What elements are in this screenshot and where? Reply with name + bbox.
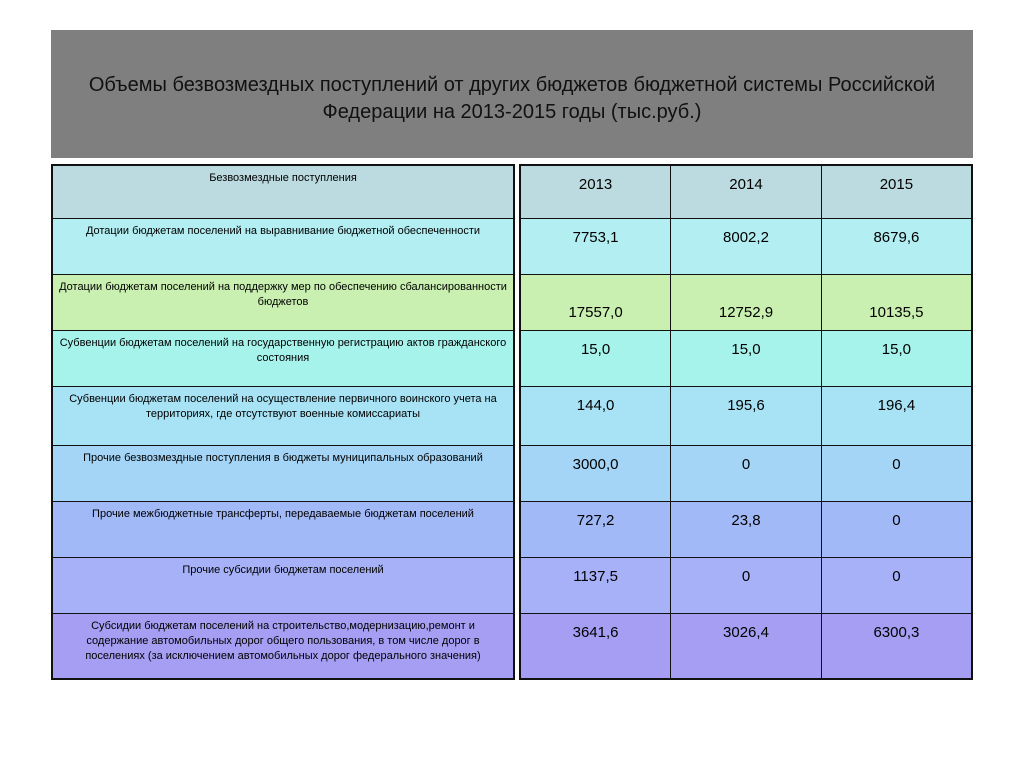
values-table: [519, 164, 973, 680]
value-cell: 3000,0: [520, 445, 671, 501]
value-cell: 1137,5: [520, 557, 671, 613]
title-bar: [51, 30, 973, 158]
year-header-2015: 2015: [821, 165, 972, 218]
value-cell: 196,4: [821, 386, 972, 445]
table-row: [520, 557, 972, 613]
table-row: [52, 445, 514, 501]
year-header-2014: 2014: [671, 165, 822, 218]
row-label: Прочие безвозмездные поступления в бюджеты муниципальных образований: [52, 445, 514, 501]
table-row: [520, 613, 972, 679]
value-cell: 3026,4: [671, 613, 822, 679]
value-cell: 17557,0: [520, 274, 671, 330]
value-cell: 3641,6: [520, 613, 671, 679]
page-title: Объемы безвозмездных поступлений от других бюджетов бюджетной системы Российской Федерации на 2013-2015 годы (тыс.руб.): [88, 74, 936, 123]
left-header-cell: Безвозмездные поступления: [52, 165, 514, 218]
table-row: [520, 501, 972, 557]
table-row: [52, 218, 514, 274]
value-cell: 12752,9: [671, 274, 822, 330]
table-row: [52, 557, 514, 613]
value-cell: 8002,2: [671, 218, 822, 274]
table-row: [520, 330, 972, 386]
table-row: [52, 386, 514, 445]
value-cell: 0: [821, 501, 972, 557]
row-label: Прочие межбюджетные трансферты, передаваемые бюджетам поселений: [52, 501, 514, 557]
table-row: [52, 501, 514, 557]
table-row: [520, 386, 972, 445]
value-cell: 195,6: [671, 386, 822, 445]
value-cell: 15,0: [671, 330, 822, 386]
value-cell: 727,2: [520, 501, 671, 557]
year-header-2013: 2013: [520, 165, 671, 218]
value-cell: 6300,3: [821, 613, 972, 679]
row-label: Дотации бюджетам поселений на выравнивание бюджетной обеспеченности: [52, 218, 514, 274]
table-row: [520, 445, 972, 501]
value-cell: 7753,1: [520, 218, 671, 274]
value-cell: 15,0: [520, 330, 671, 386]
value-cell: 15,0: [821, 330, 972, 386]
value-cell: 23,8: [671, 501, 822, 557]
table-row: [520, 218, 972, 274]
value-cell: 0: [821, 445, 972, 501]
value-cell: 8679,6: [821, 218, 972, 274]
row-label: Субсидии бюджетам поселений на строительство,модернизацию,ремонт и содержание автомобильных дорог общего пользования, в том числе дорог в поселениях (за исключением автомобильных дорог федерального значения): [52, 613, 514, 679]
value-cell: 0: [821, 557, 972, 613]
table-row: [520, 274, 972, 330]
value-cell: 0: [671, 557, 822, 613]
row-label: Прочие субсидии бюджетам поселений: [52, 557, 514, 613]
table-row: [52, 165, 514, 218]
table-row: [52, 613, 514, 679]
value-cell: 10135,5: [821, 274, 972, 330]
table-row: [52, 274, 514, 330]
value-cell: 0: [671, 445, 822, 501]
table-row: [52, 330, 514, 386]
year-header-row: [520, 165, 972, 218]
labels-table: [51, 164, 515, 680]
value-cell: 144,0: [520, 386, 671, 445]
row-label: Субвенции бюджетам поселений на осуществление первичного воинского учета на территориях, где отсутствуют военные комиссариаты: [52, 386, 514, 445]
row-label: Субвенции бюджетам поселений на государственную регистрацию актов гражданского состояния: [52, 330, 514, 386]
row-label: Дотации бюджетам поселений на поддержку мер по обеспечению сбалансированности бюджетов: [52, 274, 514, 330]
